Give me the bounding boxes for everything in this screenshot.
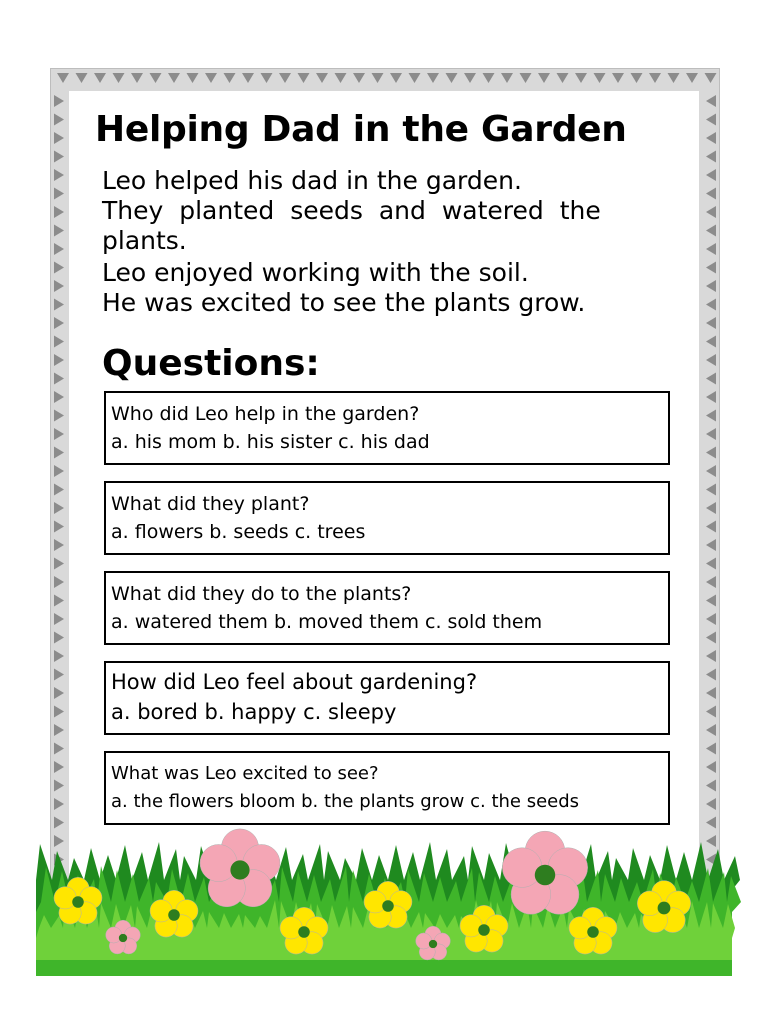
answer-options: a. flowers b. seeds c. trees	[111, 521, 366, 543]
border-triangle	[706, 225, 716, 237]
border-triangle	[279, 73, 291, 83]
border-triangle	[706, 299, 716, 311]
border-triangle	[54, 576, 64, 588]
border-triangle	[372, 73, 384, 83]
border-triangle	[706, 521, 716, 533]
border-triangle	[705, 73, 717, 83]
border-triangle	[54, 502, 64, 514]
border-triangle	[649, 73, 661, 83]
border-triangle	[706, 206, 716, 218]
grass-and-flowers-decoration	[0, 820, 768, 980]
story-line: Leo enjoyed working with the soil.	[102, 258, 529, 287]
border-triangle	[168, 73, 180, 83]
border-triangle	[706, 447, 716, 459]
border-triangle	[54, 391, 64, 403]
question-text: What was Leo excited to see?	[111, 763, 379, 784]
border-triangle	[242, 73, 254, 83]
pink-flower	[502, 831, 587, 914]
border-triangle	[54, 484, 64, 496]
border-triangle	[57, 73, 69, 83]
border-triangle	[261, 73, 273, 83]
border-triangle	[706, 114, 716, 126]
border-triangle	[706, 132, 716, 144]
border-triangle	[538, 73, 550, 83]
answer-options: a. watered them b. moved them c. sold them	[111, 611, 543, 633]
border-triangle	[706, 169, 716, 181]
border-triangle	[706, 354, 716, 366]
border-triangle	[54, 447, 64, 459]
border-triangle	[54, 428, 64, 440]
border-triangle	[706, 558, 716, 570]
answer-options: a. the flowers bloom b. the plants grow c. the seeds	[111, 791, 580, 812]
border-triangle	[706, 502, 716, 514]
question-box-3	[104, 571, 670, 645]
border-triangle	[54, 521, 64, 533]
questions-heading: Questions:	[102, 343, 320, 384]
border-triangle	[54, 613, 64, 625]
question-text: What did they plant?	[111, 493, 310, 515]
border-triangle	[706, 706, 716, 718]
worksheet-title: Helping Dad in the Garden	[95, 109, 627, 150]
story-line: He was excited to see the plants grow.	[102, 288, 586, 317]
question-text: Who did Leo help in the garden?	[111, 403, 420, 425]
border-triangle	[54, 632, 64, 644]
border-triangle	[54, 243, 64, 255]
border-triangle	[706, 761, 716, 773]
question-box-1	[104, 391, 670, 465]
border-triangle	[54, 724, 64, 736]
border-triangle	[706, 484, 716, 496]
border-triangle	[706, 576, 716, 588]
border-triangle	[54, 761, 64, 773]
border-triangle	[706, 391, 716, 403]
border-triangle	[446, 73, 458, 83]
question-text: What did they do to the plants?	[111, 583, 412, 605]
border-triangle	[54, 706, 64, 718]
border-triangle	[224, 73, 236, 83]
border-triangle	[54, 743, 64, 755]
question-text: How did Leo feel about gardening?	[111, 670, 478, 694]
border-triangle	[54, 410, 64, 422]
border-triangle	[54, 465, 64, 477]
border-triangle	[205, 73, 217, 83]
border-triangle	[706, 724, 716, 736]
border-triangle	[706, 595, 716, 607]
border-triangle	[54, 132, 64, 144]
border-triangle	[706, 650, 716, 662]
border-triangle	[575, 73, 587, 83]
border-triangle	[54, 299, 64, 311]
border-triangle	[54, 114, 64, 126]
border-triangle	[298, 73, 310, 83]
border-triangle	[54, 262, 64, 274]
story-line: plants.	[102, 226, 187, 255]
border-triangle	[706, 613, 716, 625]
border-triangle	[631, 73, 643, 83]
border-triangle	[54, 539, 64, 551]
story-line: They planted seeds and watered the	[102, 196, 601, 225]
border-triangle	[557, 73, 569, 83]
border-triangle	[706, 743, 716, 755]
border-triangle	[54, 687, 64, 699]
border-triangle	[706, 151, 716, 163]
border-triangle	[335, 73, 347, 83]
question-box-2	[104, 481, 670, 555]
border-triangle	[706, 632, 716, 644]
border-triangle	[706, 317, 716, 329]
border-triangle	[131, 73, 143, 83]
border-triangle	[501, 73, 513, 83]
pink-flower	[200, 829, 280, 907]
border-triangle	[409, 73, 421, 83]
border-triangle	[54, 280, 64, 292]
border-triangle	[54, 225, 64, 237]
border-triangle	[520, 73, 532, 83]
border-triangle	[54, 151, 64, 163]
border-triangle	[54, 558, 64, 570]
border-triangle	[353, 73, 365, 83]
border-triangle	[706, 336, 716, 348]
border-triangle	[150, 73, 162, 83]
border-triangle	[706, 780, 716, 792]
border-triangle	[706, 280, 716, 292]
border-triangle	[54, 95, 64, 107]
border-triangle	[668, 73, 680, 83]
border-triangle	[54, 669, 64, 681]
question-box-4	[104, 661, 670, 735]
border-triangle	[54, 373, 64, 385]
answer-options: a. bored b. happy c. sleepy	[111, 700, 397, 724]
border-triangle	[594, 73, 606, 83]
border-triangle	[706, 798, 716, 810]
border-triangle	[54, 317, 64, 329]
border-triangle	[686, 73, 698, 83]
border-triangle	[54, 780, 64, 792]
border-triangle	[54, 336, 64, 348]
border-triangle	[464, 73, 476, 83]
border-triangle	[706, 373, 716, 385]
border-triangle	[706, 428, 716, 440]
grass-bottom	[36, 960, 732, 976]
border-triangle	[706, 410, 716, 422]
border-triangle	[54, 798, 64, 810]
border-triangle	[54, 354, 64, 366]
story-line: Leo helped his dad in the garden.	[102, 166, 522, 195]
border-triangle	[706, 262, 716, 274]
border-triangle	[54, 650, 64, 662]
border-triangle	[706, 465, 716, 477]
border-triangle	[706, 95, 716, 107]
border-triangle	[706, 687, 716, 699]
border-triangle	[706, 669, 716, 681]
border-triangle	[427, 73, 439, 83]
border-triangle	[54, 188, 64, 200]
border-triangle	[706, 539, 716, 551]
border-triangle	[54, 169, 64, 181]
border-triangle	[483, 73, 495, 83]
border-triangle	[706, 243, 716, 255]
border-triangle	[390, 73, 402, 83]
border-triangle	[187, 73, 199, 83]
border-triangle	[316, 73, 328, 83]
border-triangle	[54, 206, 64, 218]
border-triangle	[113, 73, 125, 83]
question-box-5	[104, 751, 670, 825]
border-triangle	[76, 73, 88, 83]
border-triangle	[94, 73, 106, 83]
border-triangle	[706, 188, 716, 200]
border-triangle	[612, 73, 624, 83]
answer-options: a. his mom b. his sister c. his dad	[111, 431, 430, 453]
border-triangle	[54, 595, 64, 607]
